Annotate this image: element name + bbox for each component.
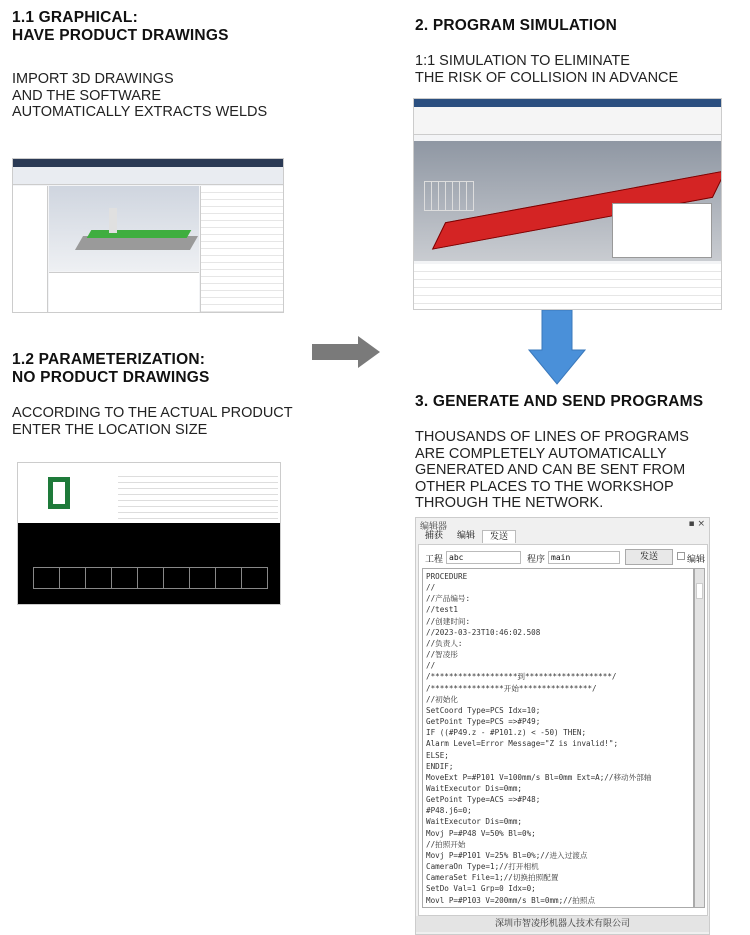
parameterization-text: ACCORDING TO THE ACTUAL PRODUCT ENTER THE LOCATION SIZE — [12, 405, 293, 438]
right-arrow-icon — [312, 336, 382, 368]
graphical-text: IMPORT 3D DRAWINGS AND THE SOFTWARE AUTOMATICALLY EXTRACTS WELDS — [12, 71, 268, 120]
code-textarea[interactable]: PROCEDURE // //产品编号: //test1 //创建时间: //2023-03-23T10:46:02.508 //负责人: //智凌彤 // /*******************到*******************/ /****************开始****************/ //初始化 SetCoord Type=PCS Idx=10; GetPoint Type=PCS =>#P49; IF ((#P49.z - #P101.z) < -50) THEN; Alarm Level=Error Message="Z is invalid!"; ELSE; ENDIF; MoveExt P=#P101 V=100mm/s Bl=0mm Ext=A;//移动外部轴 WaitExecutor Dis=0mm; GetPoint Type=ACS =>#P48; #P48.j6=0; WaitExecutor Dis=0mm; Movj P=#P48 V=50% Bl=0%; //拍照开始 Movj P=#P101 V=25% Bl=0%;//进入过渡点 CameraOn Type=1;//打开相机 CameraSet File=1;//切换拍照配置 SetDo Val=1 Grp=0 Idx=0; Movl P=#P103 V=200mm/s Bl=0mm;//拍照点 — [422, 568, 694, 908]
edit-checkbox[interactable] — [677, 552, 685, 560]
generate-text: THOUSANDS OF LINES OF PROGRAMS ARE COMPLETELY AUTOMATICALLY GENERATED AND CAN BE SENT FROM OTHER PLACES TO THE WORKSHOP THROUGH THE NETWORK. — [415, 429, 689, 511]
send-button[interactable]: 发送 — [625, 549, 673, 565]
program-label: 程序 — [527, 555, 546, 565]
tab-capture[interactable]: 捕获 — [425, 531, 444, 541]
company-footer: 深圳市智凌彤机器人技术有限公司 — [416, 916, 709, 932]
simulation-title: 2. PROGRAM SIMULATION — [415, 17, 617, 34]
down-arrow-icon — [528, 310, 586, 385]
graphical-title: 1.1 GRAPHICAL: HAVE PRODUCT DRAWINGS — [12, 9, 229, 44]
project-label: 工程 — [425, 555, 444, 565]
generate-title: 3. GENERATE AND SEND PROGRAMS — [415, 393, 704, 410]
edit-checkbox-label: 编辑 — [687, 555, 706, 565]
project-input[interactable]: abc — [446, 551, 521, 564]
tab-send[interactable]: 发送 — [482, 530, 516, 543]
editor-title: 编辑器 — [420, 522, 448, 532]
program-input[interactable]: main — [548, 551, 620, 564]
parameter-software-screenshot — [17, 462, 281, 605]
parameterization-title: 1.2 PARAMETERIZATION: NO PRODUCT DRAWINGS — [12, 351, 210, 386]
close-icon[interactable]: ▪ × — [688, 519, 705, 529]
simulation-text: 1:1 SIMULATION TO ELIMINATE THE RISK OF COLLISION IN ADVANCE — [415, 53, 679, 86]
cad-software-screenshot — [12, 158, 284, 313]
simulation-software-screenshot — [413, 98, 722, 310]
scrollbar[interactable] — [694, 568, 705, 908]
program-editor-window — [415, 517, 710, 935]
tab-edit[interactable]: 编辑 — [457, 531, 476, 541]
